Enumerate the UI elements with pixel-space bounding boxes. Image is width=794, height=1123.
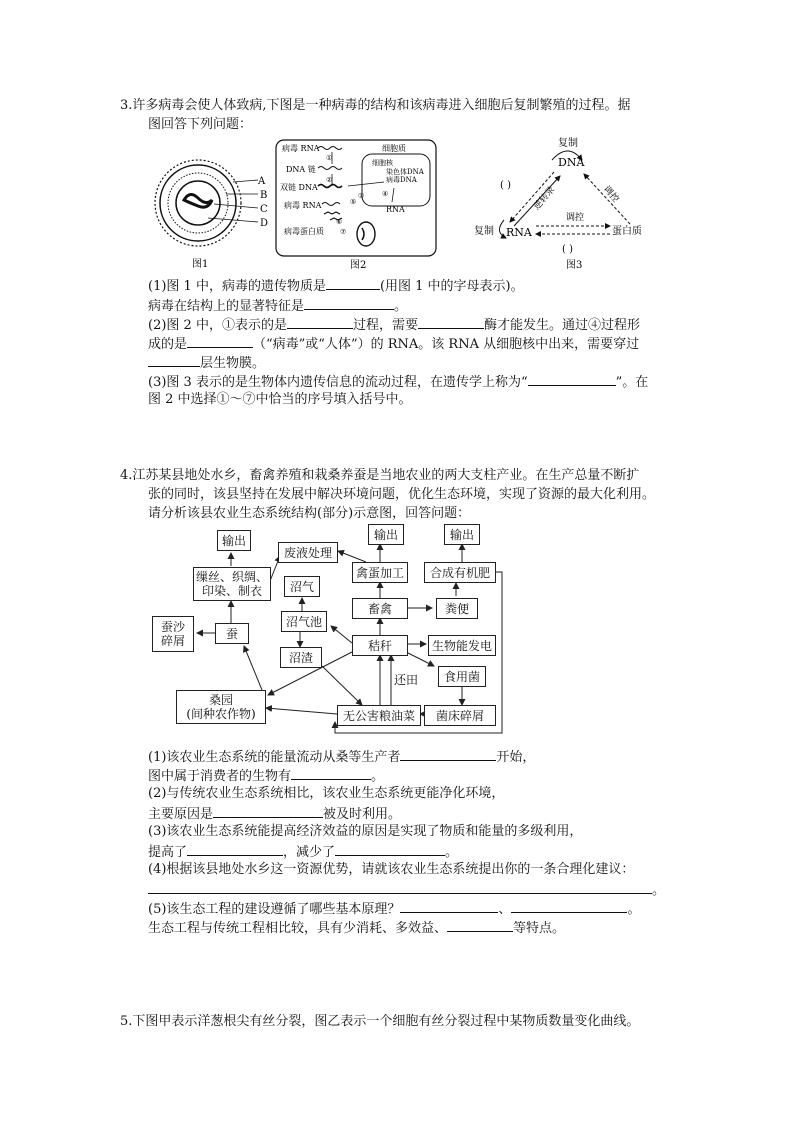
box-slag: 沼渣 [280, 647, 322, 668]
box-organic-fertilizer: 合成有机肥 [424, 562, 496, 583]
fig3-regulate-mid: 调控 [566, 213, 585, 223]
fig2-step-2: ② [326, 176, 333, 184]
q4-a5-blank2[interactable] [511, 899, 627, 913]
box-waste-treatment: 废液处理 [278, 542, 338, 563]
q4-a5-pre: (5)该生态工程的建设遵循了哪些基本原理？ [148, 902, 401, 917]
fig2-caption: 图2 [350, 260, 367, 271]
q4-a1b-blank[interactable] [291, 766, 371, 780]
q4-a4-blank[interactable] [148, 880, 652, 894]
q4-stem-line2: 张的同时，该县坚持在发展中解决环境问题，优化生态环境，实现了资源的最大化利用。 [148, 487, 656, 502]
fig2-step-7: ⑦ [340, 228, 347, 236]
fig3-replicate-top: 复制 [558, 138, 578, 149]
q3-a1b-pre: 病毒在结构上的显著特征是 [148, 299, 305, 314]
box-biogas-digester: 沼气池 [281, 611, 327, 632]
q4-a4b-post: 。 [652, 883, 666, 898]
box-silkworm: 蚕 [215, 623, 249, 644]
q4-stem-line1: 4.江苏某县地处水乡，畜禽养殖和栽桑养蚕是当地农业的两大支柱产业。在生产总量不断扩 [120, 468, 640, 483]
fig2-nucleus: 细胞核 [372, 159, 393, 167]
fig2-viral-dna: 病毒DNA [386, 176, 417, 184]
q4-a5b-blank[interactable] [447, 918, 513, 932]
box-mulberry-garden [176, 690, 266, 724]
fig3-paren-bottom: ( ) [562, 244, 573, 255]
q3-a2c-post: 层生物膜。 [200, 356, 266, 371]
mulberry-line1: 桑园 [208, 693, 233, 707]
q4-a3b-pre: 提高了 [148, 845, 188, 860]
box-output-1: 输出 [217, 530, 251, 551]
fig3-rna: RNA [506, 226, 532, 239]
q4-stem-line3: 请分析该县农业生态系统结构(部分)示意图，回答问题： [148, 506, 471, 521]
fig1-caption: 图1 [192, 259, 209, 270]
q4-a1-post: 开始， [496, 750, 536, 765]
fig3-dna: DNA [558, 156, 585, 169]
box-output-3: 输出 [444, 524, 480, 545]
q3-stem-line2: 图回答下列问题： [148, 117, 253, 132]
q4-a5b-post: 等特点。 [513, 921, 566, 936]
fig3-paren-left: ( ) [500, 180, 511, 191]
q3-a2-mid: 过程，需要 [352, 318, 418, 333]
box-silk-processing [193, 567, 271, 601]
q4-answer2: (2)与传统农业生态系统相比，该农业生态系统更能净化环境， [148, 786, 505, 801]
q3-a2-pre: (2)图 2 中，①表示的是 [148, 318, 287, 333]
fig2-step-6: ⑥ [336, 218, 343, 226]
q4-answer1b [148, 766, 384, 786]
q4-answer1 [148, 747, 535, 767]
q4-a5-post: 。 [627, 902, 641, 917]
fig3-replicate-left: 复制 [474, 226, 494, 237]
q3-a1b-post: 。 [394, 299, 408, 314]
q4-a3b-blank1[interactable] [187, 842, 283, 856]
fig2-rna: RNA [386, 205, 405, 214]
fig2-ds-dna: 双链 DNA [280, 183, 318, 192]
q4-a3b-post: 。 [445, 845, 459, 860]
q3-a1-post: (用图 1 中的字母表示)。 [379, 279, 524, 294]
residue-line1: 蚕沙 [160, 620, 185, 634]
box-edible-fungi: 食用菌 [438, 666, 486, 687]
q4-a1b-post: 。 [371, 769, 385, 784]
fig2-virus-rna2: 病毒 RNA [284, 201, 322, 210]
fig2-step-5: ⑤ [350, 198, 357, 206]
q4-answer3: (3)该农业生态系统能提高经济效益的原因是实现了物质和能量的多级利用， [148, 824, 583, 839]
fig2-cytoplasm: 细胞质 [382, 144, 406, 153]
q4-a5-blank1[interactable] [400, 899, 498, 913]
q3-stem-line1: 3.许多病毒会使人体致病,下图是一种病毒的结构和该病毒进入细胞后复制繁殖的过程。据 [120, 98, 631, 113]
silk-line2: 印染、制衣 [201, 584, 262, 598]
fig2-protein: 病毒蛋白质 [284, 227, 324, 236]
fig3-protein: 蛋白质 [612, 226, 642, 237]
mulberry-line2: (间种农作物) [186, 707, 256, 721]
q4-answer2b [148, 804, 401, 824]
q4-a2b-pre: 主要原因是 [148, 807, 214, 822]
fig2-step-4: ④ [382, 190, 389, 198]
silk-line1: 缫丝、织绸、 [195, 570, 268, 584]
q4-a1-pre: (1)该农业生态系统的能量流动从桑等生产者 [148, 750, 401, 765]
fig1-label-c: C [260, 204, 268, 215]
q5-stem: 5.下图甲表示洋葱根尖有丝分裂，图乙表示一个细胞有丝分裂过程中某物质数量变化曲线。 [120, 1014, 640, 1029]
fig2-step-1: ① [326, 154, 333, 162]
q4-a1b-pre: 图中属于消费者的生物有 [148, 769, 292, 784]
q3-a2-post: 酶才能发生。通过④过程形 [483, 318, 640, 333]
fig2-step-3: ③ [358, 192, 365, 200]
q3-a3-pre: (3)图 3 表示的是生物体内遗传信息的流动过程，在遗传学上称为“ [148, 375, 528, 390]
q4-answer3b [148, 842, 458, 862]
q4-answer5 [148, 899, 640, 919]
fig3-reverse: 逆转录 [532, 185, 558, 213]
q3-a3-post: ”。在 [615, 375, 649, 390]
q4-a5-mid: 、 [498, 902, 512, 917]
box-pollution-free-crops: 无公害粮油菜 [337, 705, 421, 726]
box-fungus-bed-residue: 菌床碎屑 [424, 705, 496, 726]
q3-a1-pre: (1)图 1 中，病毒的遗传物质是 [148, 279, 326, 294]
box-silkworm-residue [152, 616, 194, 652]
fig1-label-a: A [258, 176, 266, 187]
q3-answer3b: 图 2 中选择①～⑦中恰当的序号填入括号中。 [148, 392, 412, 407]
box-output-2: 输出 [368, 524, 404, 545]
q3-a2b-pre: 成的是 [148, 337, 188, 352]
box-bioenergy: 生物能发电 [428, 635, 496, 656]
q4-a3b-mid: ，减少了 [283, 845, 336, 860]
fig1-label-d: D [260, 218, 269, 229]
q4-answer5b [148, 918, 565, 938]
fig2-chromosome-dna: 染色体DNA [386, 168, 424, 176]
q4-a5b-pre: 生态工程与传统工程相比较，具有少消耗、多效益、 [148, 921, 448, 936]
label-return-to-field: 还田 [394, 673, 419, 687]
q4-a1-blank[interactable] [400, 747, 496, 761]
q4-answer4: (4)根据该县地处水乡这一资源优势，请就该农业生态系统提出你的一条合理化建议： [148, 862, 635, 877]
fig3-regulate-right: 调控 [601, 184, 621, 205]
residue-line2: 碎屑 [160, 634, 185, 648]
q4-a2b-blank[interactable] [213, 804, 323, 818]
q4-answer4b [148, 880, 665, 900]
fig2-dna-chain: DNA 链 [286, 165, 316, 174]
q4-a3b-blank2[interactable] [335, 842, 445, 856]
box-poultry-processing: 禽蛋加工 [352, 562, 408, 583]
fig2-virus-rna: 病毒 RNA [282, 144, 320, 153]
fig3-caption: 图3 [566, 260, 583, 271]
q4-a2b-post: 被及时利用。 [323, 807, 402, 822]
box-livestock: 畜禽 [352, 598, 408, 619]
box-biogas: 沼气 [284, 576, 320, 597]
box-manure: 粪便 [436, 598, 478, 619]
q3-a2b-post: （“病毒”或“人体”）的 RNA。该 RNA 从细胞核中出来，需要穿过 [253, 337, 640, 352]
fig1-label-b: B [260, 190, 268, 201]
box-straw: 秸秆 [352, 635, 408, 656]
